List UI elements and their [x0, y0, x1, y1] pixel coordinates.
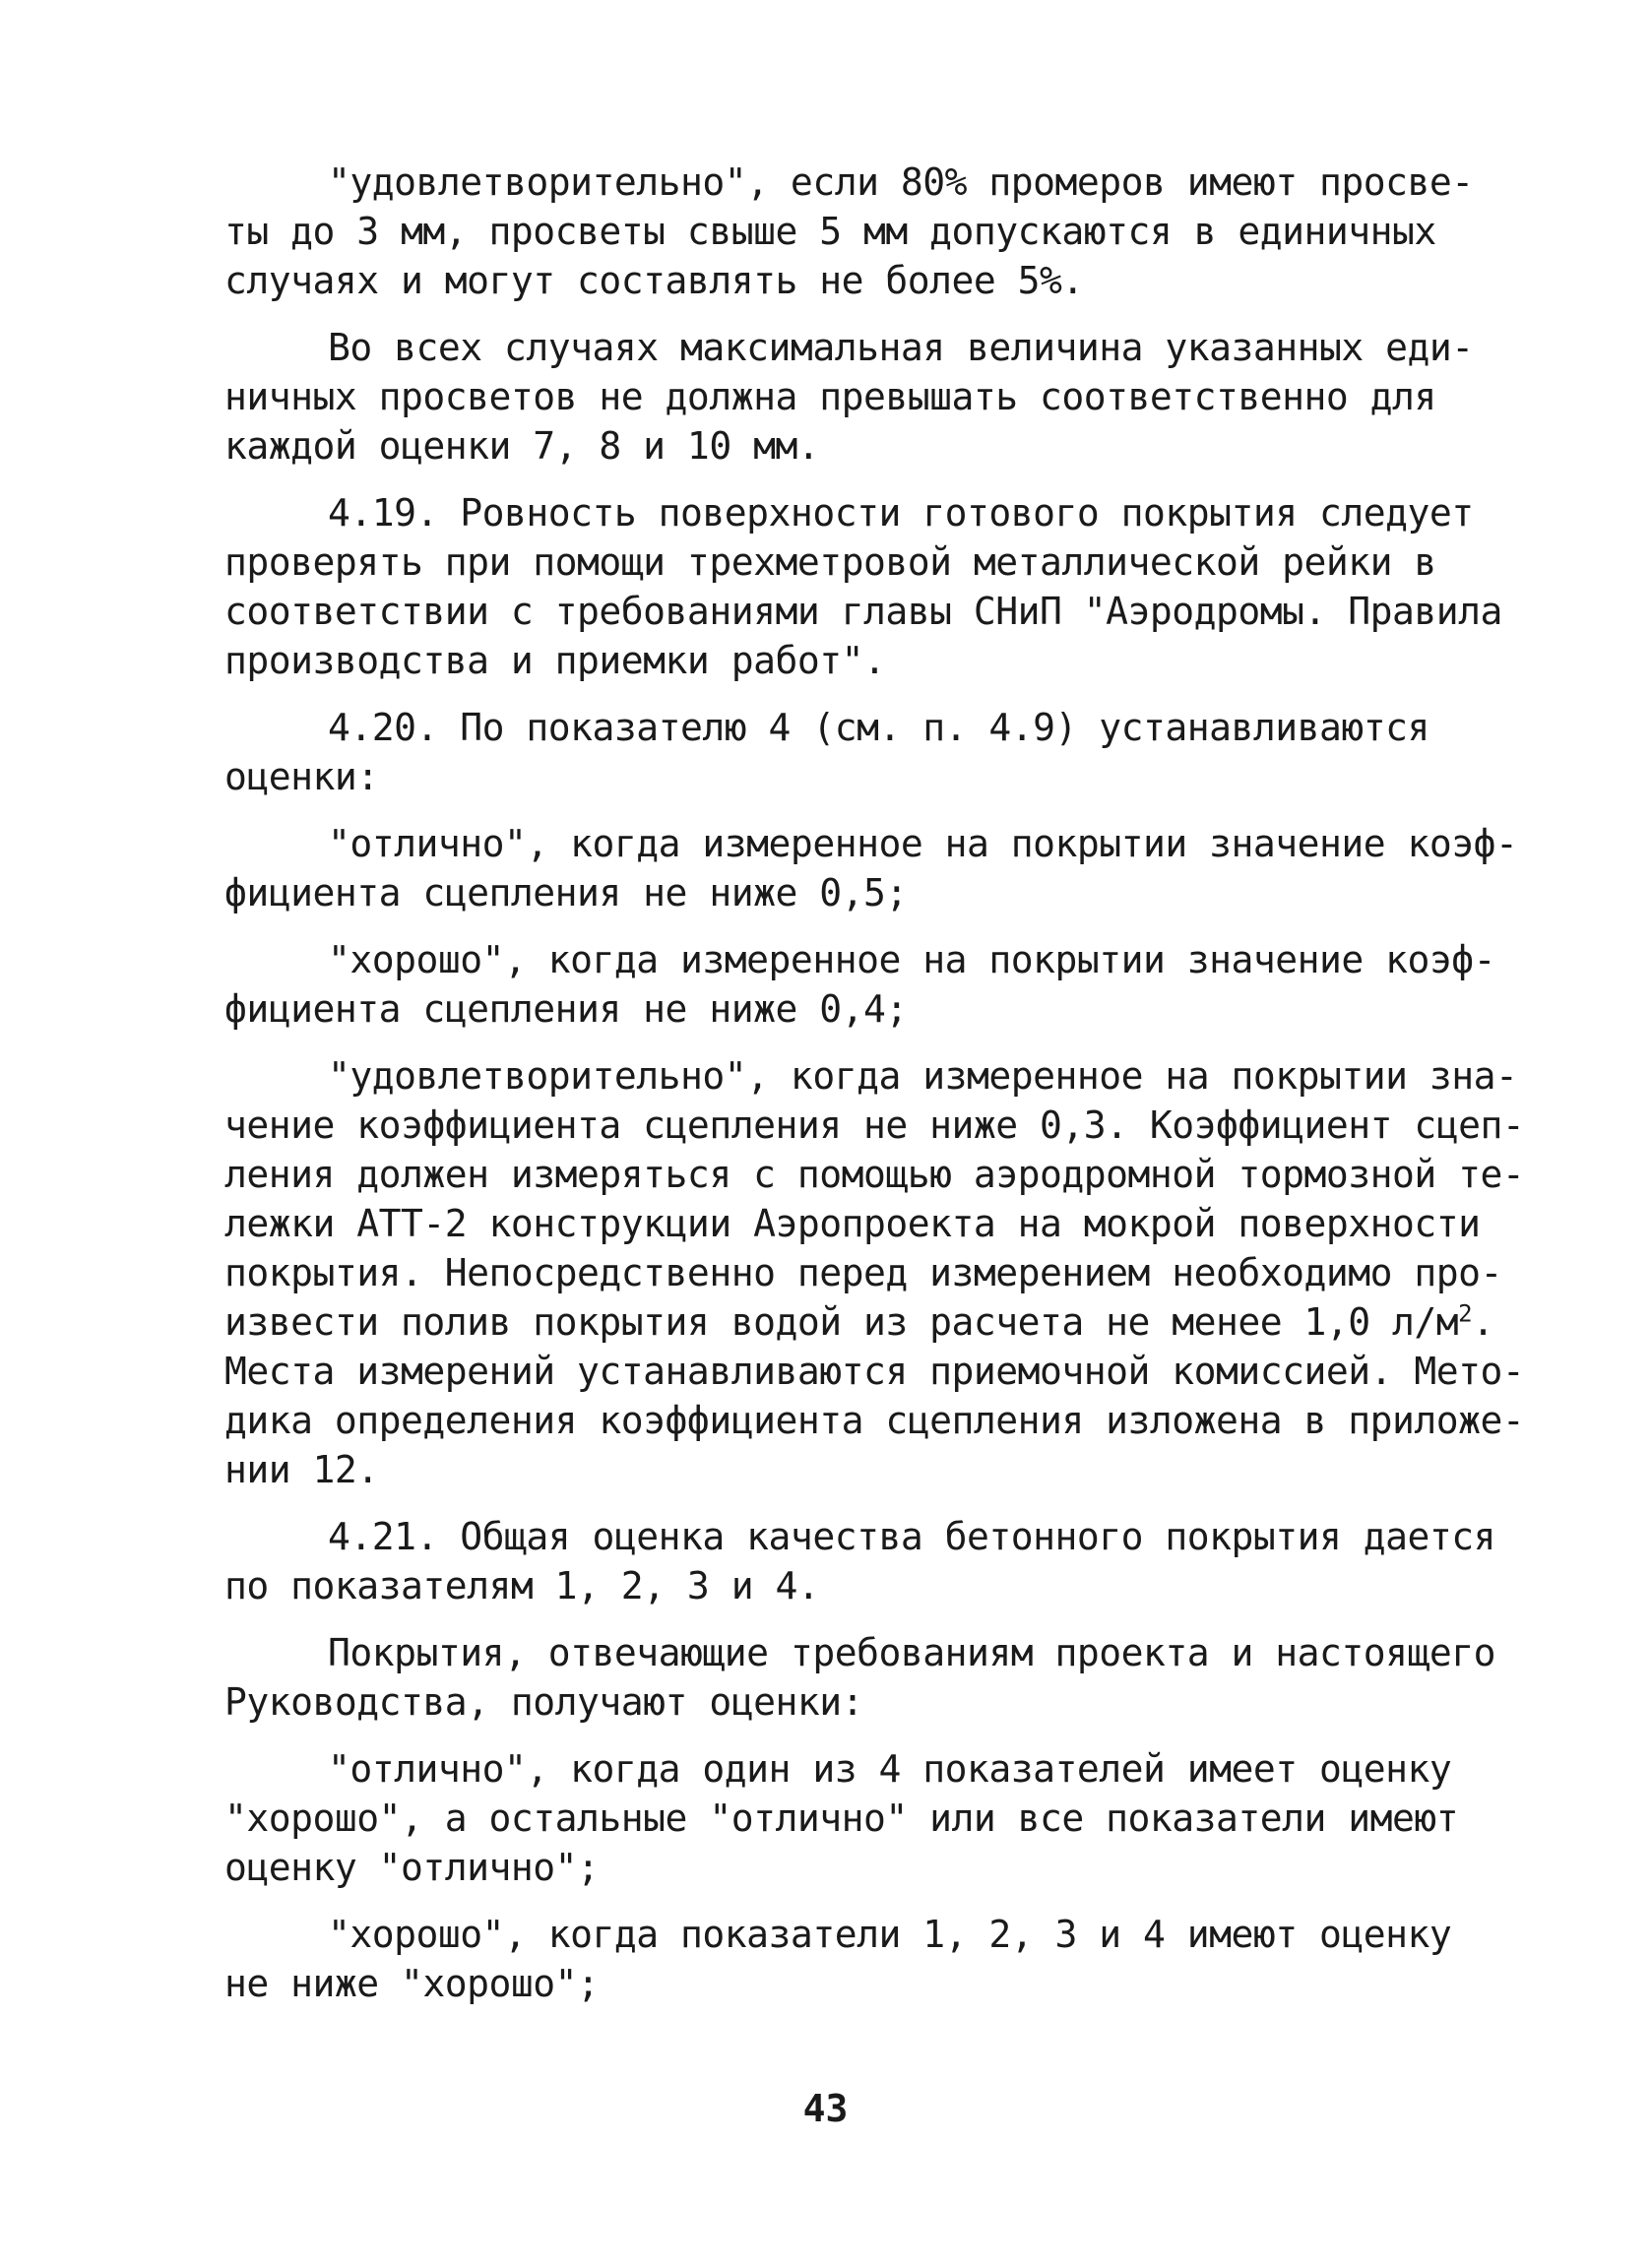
paragraph-overall-excellent — [224, 1744, 1459, 1892]
text-line: "хорошо", а остальные "отлично" или все показатели имеют — [224, 1796, 1459, 1840]
paragraph-4-20 — [224, 703, 1445, 801]
paragraph-max-gaps — [224, 323, 1474, 471]
text-line: проверять при помощи трехметровой металлической рейки в — [224, 540, 1436, 584]
paragraph-4-19 — [224, 488, 1502, 685]
text-line: по показателям 1, 2, 3 и 4. — [224, 1564, 820, 1607]
paragraph-satisfactory-friction — [224, 1051, 1525, 1494]
text-line: "отлично", когда один из 4 показателей имеет оценку — [328, 1747, 1452, 1791]
text-line: фициента сцепления не ниже 0,5; — [224, 871, 908, 914]
paragraph-coverings-ratings — [224, 1628, 1496, 1727]
text-line: производства и приемки работ". — [224, 639, 886, 682]
text-fragment: извести полив покрытия водой из расчета не менее 1,0 л/м — [224, 1300, 1459, 1344]
text-line: покрытия. Непосредственно перед измерением необходимо про- — [224, 1251, 1502, 1294]
text-line: не ниже "хорошо"; — [224, 1962, 600, 2005]
text-line-with-superscript — [224, 1297, 1494, 1347]
text-line: ты до 3 мм, просветы свыше 5 мм допускаются в единичных — [224, 210, 1436, 253]
text-line: "хорошо", когда измеренное на покрытии значение коэф- — [328, 938, 1496, 981]
text-line: 4.21. Общая оценка качества бетонного покрытия дается — [328, 1515, 1496, 1558]
text-line: лежки АТТ-2 конструкции Аэропроекта на мокрой поверхности — [224, 1202, 1481, 1245]
text-line: дика определения коэффициента сцепления изложена в приложе- — [224, 1399, 1525, 1442]
document-body — [224, 158, 1525, 2026]
text-line: ления должен измеряться с помощью аэродромной тормозной те- — [224, 1153, 1525, 1196]
text-line: "отлично", когда измеренное на покрытии значение коэф- — [328, 822, 1518, 865]
text-line: оценку "отлично"; — [224, 1846, 600, 1889]
page-number: 43 — [802, 2087, 849, 2130]
text-line: Покрытия, отвечающие требованиям проекта и настоящего — [328, 1631, 1496, 1674]
text-line: Руководства, получают оценки: — [224, 1680, 863, 1724]
text-line: 4.19. Ровность поверхности готового покрытия следует — [328, 491, 1474, 535]
text-line: фициента сцепления не ниже 0,4; — [224, 987, 908, 1031]
text-line: "удовлетворительно", если 80% промеров имеют просве- — [328, 160, 1474, 204]
paragraph-satisfactory-gaps — [224, 158, 1474, 305]
paragraph-4-21 — [224, 1512, 1496, 1610]
text-line: нии 12. — [224, 1448, 379, 1491]
text-line: 4.20. По показателю 4 (см. п. 4.9) устанавливаются — [328, 706, 1429, 749]
text-line: Во всех случаях максимальная величина указанных еди- — [328, 326, 1474, 369]
text-line: случаях и могут составлять не более 5%. — [224, 259, 1084, 302]
paragraph-excellent-friction — [224, 819, 1518, 917]
text-line: Места измерений устанавливаются приемочной комиссией. Мето- — [224, 1350, 1525, 1393]
superscript: 2 — [1458, 1299, 1473, 1328]
text-line: "удовлетворительно", когда измеренное на покрытии зна- — [328, 1054, 1518, 1098]
text-line: "хорошо", когда показатели 1, 2, 3 и 4 имеют оценку — [328, 1913, 1452, 1956]
text-line: чение коэффициента сцепления не ниже 0,3. Коэффициент сцеп- — [224, 1103, 1525, 1147]
text-line: оценки: — [224, 755, 379, 798]
text-line: соответствии с требованиями главы СНиП "Аэродромы. Правила — [224, 590, 1502, 633]
paragraph-good-friction — [224, 935, 1496, 1034]
paragraph-overall-good — [224, 1910, 1452, 2008]
text-fragment: . — [1472, 1300, 1494, 1344]
text-line: ничных просветов не должна превышать соответственно для — [224, 375, 1436, 418]
text-line: каждой оценки 7, 8 и 10 мм. — [224, 424, 820, 468]
